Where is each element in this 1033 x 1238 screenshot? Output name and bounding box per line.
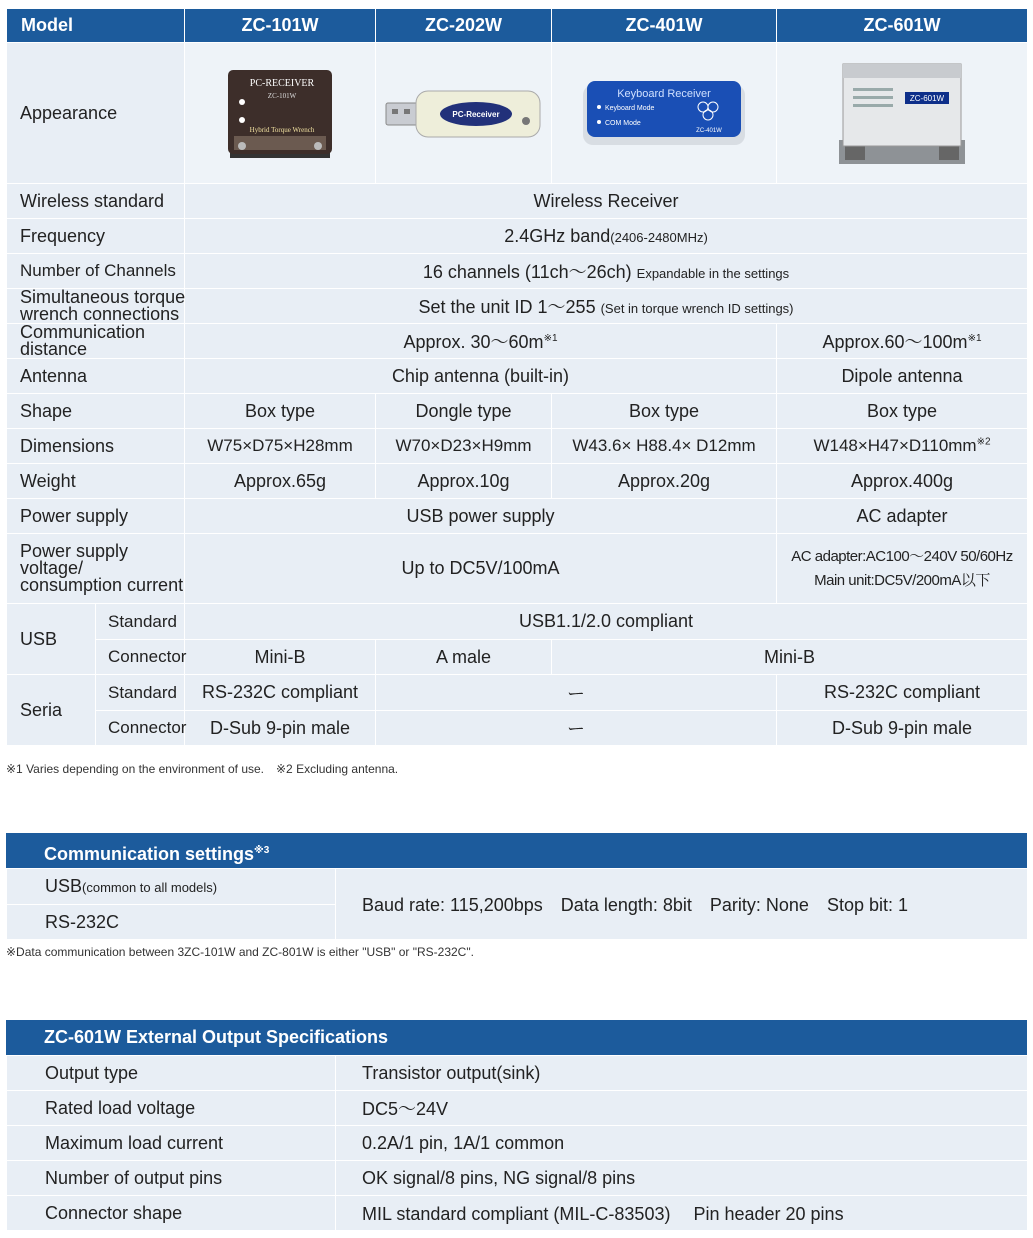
ext-row-label: Maximum load current <box>7 1126 336 1161</box>
serial-standard-label: Standard <box>96 675 185 711</box>
simultaneous-value: Set the unit ID 1～255 (Set in torque wrench ID settings) <box>185 289 1028 324</box>
row-power-supply <box>7 499 1028 534</box>
antenna-label: Antenna <box>7 359 185 394</box>
ext-row-label: Connector shape <box>7 1196 336 1231</box>
shape-label: Shape <box>7 394 185 429</box>
wireless-label: Wireless standard <box>7 184 185 219</box>
usb-connector-v1: Mini-B <box>185 640 376 675</box>
svg-text:COM Mode: COM Mode <box>605 120 641 127</box>
zc601w-photo <box>777 43 1028 184</box>
weight-v1: Approx.65g <box>185 464 376 499</box>
wireless-value: Wireless Receiver <box>185 184 1028 219</box>
ext-row-value: MIL standard compliant (MIL-C-83503) Pin header 20 pins <box>336 1196 1028 1231</box>
usb-standard-label: Standard <box>96 604 185 640</box>
row-weight <box>7 464 1028 499</box>
shape-v2: Dongle type <box>376 394 552 429</box>
comm-distance-value-b: $Approx.60\sim 100m^{※1}$ <box>777 324 1028 359</box>
dimensions-v4: $W148\times H47\times D110mm^{※2}$ <box>777 429 1028 464</box>
power-voltage-label: Power supply voltage/ consumption current <box>7 534 185 604</box>
shape-v4: Box type <box>777 394 1028 429</box>
zc101w-photo <box>185 43 376 184</box>
power-supply-value-a: USB power supply <box>185 499 777 534</box>
comm-distance-value-a: Approx. $30\sim 60m^{※1}$ <box>185 324 777 359</box>
dimensions-v2: W70×D23×H9mm <box>376 429 552 464</box>
shape-v3: Box type <box>552 394 777 429</box>
frequency-label: Frequency <box>7 219 185 254</box>
row-power-voltage <box>7 534 1028 604</box>
row-comm-distance <box>7 324 1028 359</box>
spec-table <box>6 8 1028 746</box>
power-voltage-value-a: Up to DC5V/100mA <box>185 534 777 604</box>
serial-label: Seria <box>7 675 96 746</box>
comm-footnote: ※Data communication between 3ZC-101W and ZC-801W is either "USB" or "RS-232C". <box>6 945 474 959</box>
simultaneous-label: Simultaneous torque wrench connections <box>7 289 185 324</box>
header-row <box>7 9 1028 43</box>
spec-footnote: ※1 Varies depending on the environment of use. ※2 Excluding antenna. <box>6 762 399 776</box>
ext-row-value: OK signal/8 pins, NG signal/8 pins <box>336 1161 1028 1196</box>
weight-v2: Approx.10g <box>376 464 552 499</box>
model-zc101w: ZC-101W <box>185 9 376 43</box>
zc202w-photo <box>376 43 552 184</box>
external-output-table <box>6 1055 1028 1231</box>
comm-settings-table <box>6 868 1028 940</box>
external-output-title: ZC-601W External Output Specifications <box>6 1020 1027 1055</box>
channels-label: Number of Channels <box>7 254 185 289</box>
row-frequency <box>7 219 1028 254</box>
antenna-value-b: Dipole antenna <box>777 359 1028 394</box>
comm-distance-label: Communication distance <box>7 324 185 359</box>
svg-text:Keyboard Receiver: Keyboard Receiver <box>617 88 711 100</box>
row-simultaneous <box>7 289 1028 324</box>
serial-connector-v1: D-Sub 9-pin male <box>185 711 376 746</box>
svg-text:PC-RECEIVER: PC-RECEIVER <box>249 78 315 89</box>
comm-usb-label: USB(common to all models) <box>7 869 336 905</box>
svg-text:ZC-601W: ZC-601W <box>909 94 945 103</box>
power-voltage-value-b: AC adapter:AC100～240V 50/60Hz Main unit:DC5V/200mA以下 <box>777 534 1028 604</box>
appearance-row <box>7 43 1028 184</box>
serial-connector-label: Connector <box>96 711 185 746</box>
shape-v1: Box type <box>185 394 376 429</box>
row-shape <box>7 394 1028 429</box>
ext-row-label: Number of output pins <box>7 1161 336 1196</box>
weight-v3: Approx.20g <box>552 464 777 499</box>
usb-label: USB <box>7 604 96 675</box>
row-usb-connector <box>7 640 1028 675</box>
model-header: Model <box>7 9 185 43</box>
model-zc401w: ZC-401W <box>552 9 777 43</box>
comm-settings-value: Baud rate: 115,200bps Data length: 8bit Parity: None Stop bit: 1 <box>336 869 1028 940</box>
weight-label: Weight <box>7 464 185 499</box>
frequency-value: 2.4GHz band(2406-2480MHz) <box>185 219 1028 254</box>
row-dimensions <box>7 429 1028 464</box>
row-channels <box>7 254 1028 289</box>
weight-v4: Approx.400g <box>777 464 1028 499</box>
row-serial-standard <box>7 675 1028 711</box>
model-zc202w: ZC-202W <box>376 9 552 43</box>
serial-standard-v23: ー <box>376 675 777 711</box>
ext-row-label: Rated load voltage <box>7 1091 336 1126</box>
antenna-value-a: Chip antenna (built-in) <box>185 359 777 394</box>
usb-connector-label: Connector <box>96 640 185 675</box>
row-wireless <box>7 184 1028 219</box>
model-zc601w: ZC-601W <box>777 9 1028 43</box>
serial-connector-v4: D-Sub 9-pin male <box>777 711 1028 746</box>
appearance-label: Appearance <box>7 43 185 184</box>
svg-text:ZC-101W: ZC-101W <box>267 92 297 100</box>
ext-row-label: Output type <box>7 1056 336 1091</box>
zc401w-photo <box>552 43 777 184</box>
usb-connector-v34: Mini-B <box>552 640 1028 675</box>
dimensions-label: Dimensions <box>7 429 185 464</box>
svg-text:Hybrid Torque Wrench: Hybrid Torque Wrench <box>249 126 315 134</box>
svg-text:Keyboard Mode: Keyboard Mode <box>605 105 655 112</box>
serial-standard-v4: RS-232C compliant <box>777 675 1028 711</box>
dimensions-v1: W75×D75×H28mm <box>185 429 376 464</box>
ext-row-value: DC5～24V <box>336 1091 1028 1126</box>
row-usb-standard <box>7 604 1028 640</box>
ext-row-value: Transistor output(sink) <box>336 1056 1028 1091</box>
usb-standard-value: USB1.1/2.0 compliant <box>185 604 1028 640</box>
channels-value: 16 channels (11ch～26ch) Expandable in the settings <box>185 254 1028 289</box>
row-serial-connector <box>7 711 1028 746</box>
svg-text:PC-Receiver: PC-Receiver <box>451 110 500 119</box>
usb-connector-v2: A male <box>376 640 552 675</box>
dimensions-v3: W43.6× H88.4× D12mm <box>552 429 777 464</box>
power-supply-label: Power supply <box>7 499 185 534</box>
serial-standard-v1: RS-232C compliant <box>185 675 376 711</box>
comm-settings-title: Communication settings$^{※3}$ <box>6 833 1027 868</box>
svg-text:ZC-401W: ZC-401W <box>696 128 722 134</box>
row-antenna <box>7 359 1028 394</box>
power-supply-value-b: AC adapter <box>777 499 1028 534</box>
comm-rs232c-label: RS-232C <box>7 905 336 940</box>
ext-row-value: 0.2A/1 pin, 1A/1 common <box>336 1126 1028 1161</box>
serial-connector-v23: ー <box>376 711 777 746</box>
